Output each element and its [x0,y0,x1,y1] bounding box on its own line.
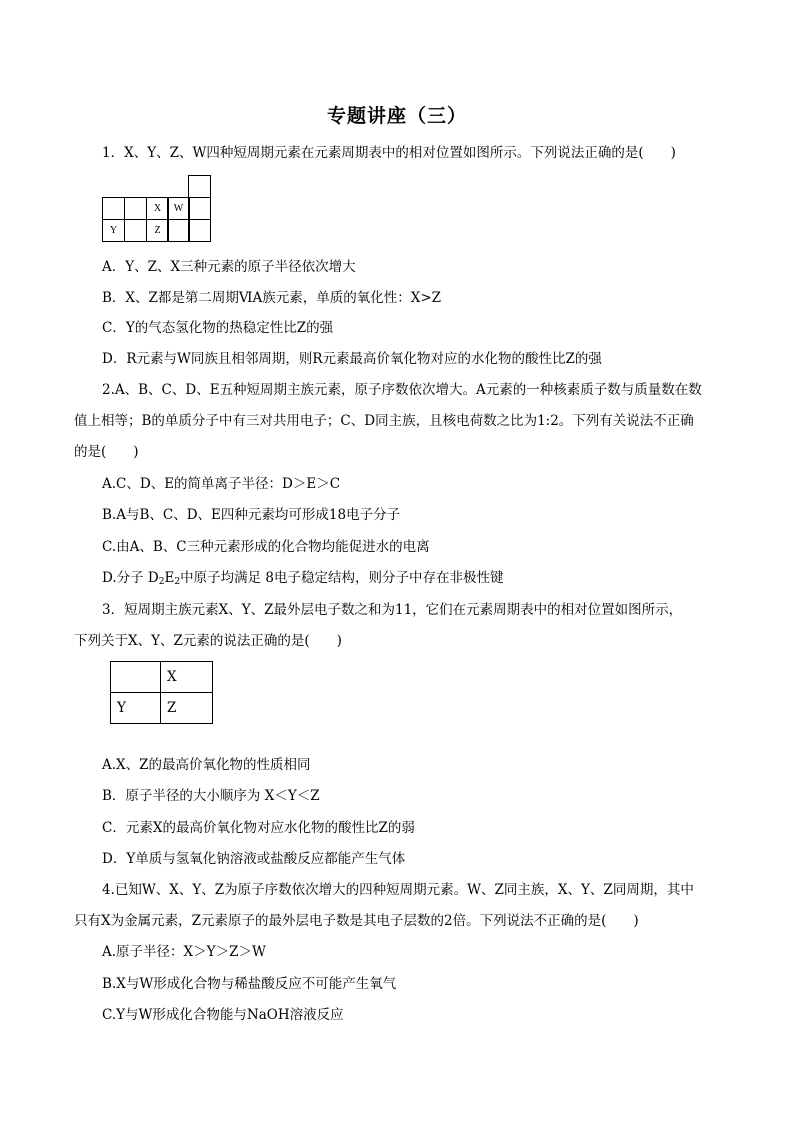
q2-option-d-sub1: 2 [158,577,165,587]
q4-option-c: C.Y与W形成化合物能与NaOH溶液反应 [102,1007,344,1023]
q3-option-a: A.X、Z的最高价氧化物的性质相同 [102,757,311,773]
grid-cell [124,219,147,242]
q3-option-b: B．原子半径的大小顺序为 X＜Y＜Z [102,788,320,804]
q4-option-a: A.原子半径：X＞Y＞Z＞W [102,944,266,960]
q2-stem-line: 的是( ) [74,444,139,460]
q3-periodic-table [110,661,213,724]
grid-cell-z: Z [146,219,169,242]
q2-option-c: C.由A、B、C三种元素形成的化合物均能促进水的电离 [102,539,430,555]
grid-cell [188,219,211,242]
grid-cell-w: W [167,197,190,220]
grid-cell [167,219,190,242]
grid-cell [102,197,125,220]
q2-stem-line: 值上相等；B的单质分子中有三对共用电子；C、D同主族，且核电荷数之比为1:2。下列有关说法不正确 [74,413,694,429]
q2-option-d-pre: D.分子 D [102,570,159,586]
table-cell-x: X [161,662,213,693]
grid-cell [188,197,211,220]
q3-option-d: D．Y单质与氢氧化钠溶液或盐酸反应都能产生气体 [102,851,406,867]
q3-option-c: C．元素X的最高价氧化物对应水化物的酸性比Z的弱 [102,820,415,836]
q4-stem-line: 4.已知W、X、Y、Z为原子序数依次增大的四种短周期元素。W、Z同主族，X、Y、Z同周期，其中 [102,882,694,898]
grid-cell-y: Y [102,219,125,242]
grid-cell [188,175,211,198]
q2-option-d [102,568,503,592]
q2-option-d-mid: E [164,570,175,586]
q4-stem-line: 只有X为金属元素，Z元素原子的最外层电子数是其电子层数的2倍。下列说法不正确的是( ) [74,913,639,929]
table-cell-z: Z [161,693,213,724]
q1-periodic-grid [102,175,210,241]
grid-cell [124,197,147,220]
q2-option-a: A.C、D、E的简单离子半径：D＞E＞C [102,476,341,492]
q4-option-b: B.X与W形成化合物与稀盐酸反应不可能产生氧气 [102,976,397,992]
table-cell [111,662,161,693]
page-title: 专题讲座（三） [326,105,467,127]
grid-cell-x: X [146,197,169,220]
q1-option-c: C．Y的气态氢化物的热稳定性比Z的强 [102,320,334,336]
q1-stem: 1．X、Y、Z、W四种短周期元素在元素周期表中的相对位置如图所示。下列说法正确的是( ) [102,145,676,161]
q1-option-a: A．Y、Z、X三种元素的原子半径依次增大 [102,259,356,275]
q1-option-d: D．R元素与W同族且相邻周期，则R元素最高价氧化物对应的水化物的酸性比Z的强 [102,351,602,367]
q3-stem-line: 下列关于X、Y、Z元素的说法正确的是( ) [74,633,342,649]
q1-option-b: B．X、Z都是第二周期ⅥA族元素，单质的氧化性：X>Z [102,290,442,306]
table-cell-y: Y [111,693,161,724]
q2-option-b: B.A与B、C、D、E四种元素均可形成18电子分子 [102,507,401,523]
q2-option-d-post: 中原子均满足 8电子稳定结构，则分子中存在非极性键 [180,570,504,586]
q2-stem-line: 2.A、B、C、D、E五种短周期主族元素，原子序数依次增大。A元素的一种核素质子数与质量数在数 [102,382,702,398]
q3-stem-line: 3．短周期主族元素X、Y、Z最外层电子数之和为11，它们在元素周期表中的相对位置如图所示， [102,602,683,618]
q2-option-d-sub2: 2 [174,577,181,587]
